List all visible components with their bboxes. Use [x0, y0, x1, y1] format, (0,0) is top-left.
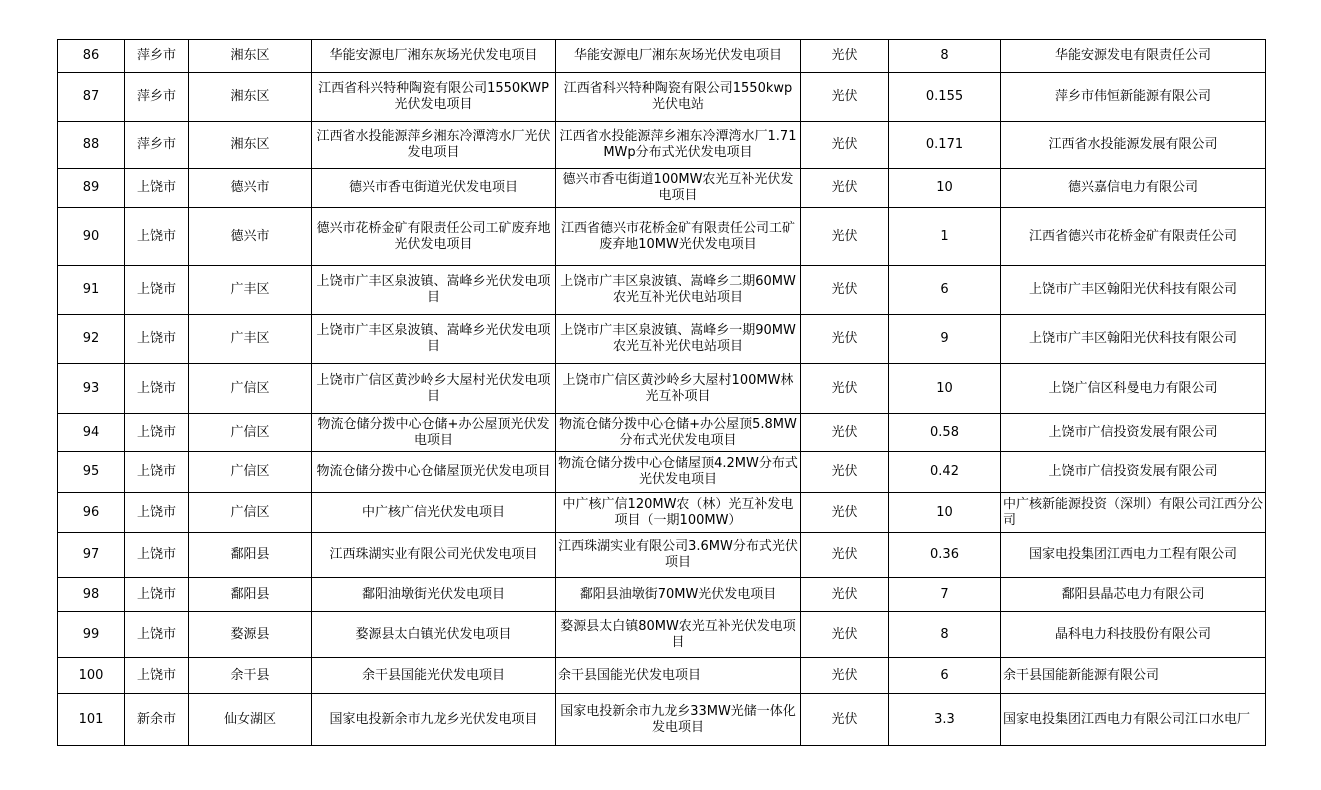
capacity-cell: 7: [889, 578, 1001, 612]
table-row: [58, 40, 1266, 73]
project-name-cell: 上饶市广信区黄沙岭乡大屋村光伏发电项目: [312, 364, 556, 414]
county-cell: 广信区: [189, 452, 312, 493]
project-name-cell: 江西珠湖实业有限公司光伏发电项目: [312, 533, 556, 578]
table-row: [58, 612, 1266, 658]
row-number-cell: 96: [58, 493, 125, 533]
filing-name-cell: 华能安源电厂湘东灰场光伏发电项目: [556, 40, 801, 73]
project-name-cell: 上饶市广丰区泉波镇、嵩峰乡光伏发电项目: [312, 315, 556, 364]
filing-name-cell: 上饶市广丰区泉波镇、嵩峰乡二期60MW农光互补光伏电站项目: [556, 266, 801, 315]
city-cell: 新余市: [125, 694, 189, 746]
capacity-cell: 10: [889, 364, 1001, 414]
table-row: [58, 266, 1266, 315]
filing-name-cell: 中广核广信120MW农（林）光互补发电项目（一期100MW）: [556, 493, 801, 533]
county-cell: 鄱阳县: [189, 578, 312, 612]
table-row: [58, 658, 1266, 694]
company-cell: 德兴嘉信电力有限公司: [1001, 169, 1266, 208]
filing-name-cell: 国家电投新余市九龙乡33MW光储一体化发电项目: [556, 694, 801, 746]
capacity-cell: 9: [889, 315, 1001, 364]
company-cell: 江西省水投能源发展有限公司: [1001, 122, 1266, 169]
capacity-cell: 10: [889, 169, 1001, 208]
county-cell: 广丰区: [189, 315, 312, 364]
project-type-cell: 光伏: [801, 315, 889, 364]
table-row: [58, 578, 1266, 612]
city-cell: 上饶市: [125, 493, 189, 533]
city-cell: 上饶市: [125, 266, 189, 315]
project-type-cell: 光伏: [801, 533, 889, 578]
project-name-cell: 余干县国能光伏发电项目: [312, 658, 556, 694]
project-name-cell: 中广核广信光伏发电项目: [312, 493, 556, 533]
filing-name-cell: 物流仓储分拨中心仓储+办公屋顶5.8MW分布式光伏发电项目: [556, 414, 801, 452]
county-cell: 德兴市: [189, 169, 312, 208]
filing-name-cell: 德兴市香屯街道100MW农光互补光伏发电项目: [556, 169, 801, 208]
company-cell: 萍乡市伟恒新能源有限公司: [1001, 73, 1266, 122]
city-cell: 萍乡市: [125, 73, 189, 122]
table-row: [58, 533, 1266, 578]
capacity-cell: 8: [889, 612, 1001, 658]
project-type-cell: 光伏: [801, 694, 889, 746]
project-type-cell: 光伏: [801, 364, 889, 414]
filing-name-cell: 余干县国能光伏发电项目: [556, 658, 801, 694]
project-name-cell: 物流仓储分拨中心仓储+办公屋顶光伏发电项目: [312, 414, 556, 452]
project-type-cell: 光伏: [801, 612, 889, 658]
company-cell: 中广核新能源投资（深圳）有限公司江西分公司: [1001, 493, 1266, 533]
filing-name-cell: 江西省水投能源萍乡湘东冷潭湾水厂1.71MWp分布式光伏发电项目: [556, 122, 801, 169]
company-cell: 华能安源发电有限责任公司: [1001, 40, 1266, 73]
project-name-cell: 婺源县太白镇光伏发电项目: [312, 612, 556, 658]
row-number-cell: 93: [58, 364, 125, 414]
project-name-cell: 德兴市香屯街道光伏发电项目: [312, 169, 556, 208]
company-cell: 上饶市广丰区翰阳光伏科技有限公司: [1001, 266, 1266, 315]
row-number-cell: 101: [58, 694, 125, 746]
filing-name-cell: 物流仓储分拨中心仓储屋顶4.2MW分布式光伏发电项目: [556, 452, 801, 493]
company-cell: 晶科电力科技股份有限公司: [1001, 612, 1266, 658]
company-cell: 余干县国能新能源有限公司: [1001, 658, 1266, 694]
table-row: [58, 122, 1266, 169]
company-cell: 上饶市广丰区翰阳光伏科技有限公司: [1001, 315, 1266, 364]
project-type-cell: 光伏: [801, 169, 889, 208]
filing-name-cell: 上饶市广丰区泉波镇、嵩峰乡一期90MW农光互补光伏电站项目: [556, 315, 801, 364]
county-cell: 湘东区: [189, 73, 312, 122]
capacity-cell: 3.3: [889, 694, 1001, 746]
capacity-cell: 6: [889, 658, 1001, 694]
capacity-cell: 10: [889, 493, 1001, 533]
county-cell: 湘东区: [189, 122, 312, 169]
city-cell: 上饶市: [125, 414, 189, 452]
project-type-cell: 光伏: [801, 493, 889, 533]
table-row: [58, 452, 1266, 493]
capacity-cell: 6: [889, 266, 1001, 315]
capacity-cell: 0.155: [889, 73, 1001, 122]
project-type-cell: 光伏: [801, 452, 889, 493]
table-row: [58, 208, 1266, 266]
table-row: [58, 169, 1266, 208]
company-cell: 上饶市广信投资发展有限公司: [1001, 452, 1266, 493]
row-number-cell: 88: [58, 122, 125, 169]
county-cell: 广丰区: [189, 266, 312, 315]
project-table: [57, 39, 1266, 746]
filing-name-cell: 江西省德兴市花桥金矿有限责任公司工矿废弃地10MW光伏发电项目: [556, 208, 801, 266]
project-type-cell: 光伏: [801, 578, 889, 612]
city-cell: 萍乡市: [125, 122, 189, 169]
row-number-cell: 95: [58, 452, 125, 493]
project-name-cell: 华能安源电厂湘东灰场光伏发电项目: [312, 40, 556, 73]
county-cell: 广信区: [189, 493, 312, 533]
city-cell: 上饶市: [125, 578, 189, 612]
row-number-cell: 91: [58, 266, 125, 315]
city-cell: 上饶市: [125, 452, 189, 493]
project-type-cell: 光伏: [801, 266, 889, 315]
city-cell: 上饶市: [125, 208, 189, 266]
capacity-cell: 0.171: [889, 122, 1001, 169]
row-number-cell: 94: [58, 414, 125, 452]
filing-name-cell: 婺源县太白镇80MW农光互补光伏发电项目: [556, 612, 801, 658]
company-cell: 江西省德兴市花桥金矿有限责任公司: [1001, 208, 1266, 266]
city-cell: 上饶市: [125, 315, 189, 364]
capacity-cell: 0.36: [889, 533, 1001, 578]
capacity-cell: 1: [889, 208, 1001, 266]
project-name-cell: 国家电投新余市九龙乡光伏发电项目: [312, 694, 556, 746]
row-number-cell: 99: [58, 612, 125, 658]
county-cell: 婺源县: [189, 612, 312, 658]
table-row: [58, 73, 1266, 122]
row-number-cell: 92: [58, 315, 125, 364]
project-name-cell: 江西省水投能源萍乡湘东冷潭湾水厂光伏发电项目: [312, 122, 556, 169]
city-cell: 上饶市: [125, 364, 189, 414]
project-name-cell: 鄱阳油墩街光伏发电项目: [312, 578, 556, 612]
company-cell: 上饶市广信投资发展有限公司: [1001, 414, 1266, 452]
filing-name-cell: 江西珠湖实业有限公司3.6MW分布式光伏项目: [556, 533, 801, 578]
company-cell: 国家电投集团江西电力工程有限公司: [1001, 533, 1266, 578]
project-type-cell: 光伏: [801, 414, 889, 452]
city-cell: 上饶市: [125, 658, 189, 694]
city-cell: 上饶市: [125, 169, 189, 208]
county-cell: 余干县: [189, 658, 312, 694]
row-number-cell: 87: [58, 73, 125, 122]
table-row: [58, 493, 1266, 533]
company-cell: 鄱阳县晶芯电力有限公司: [1001, 578, 1266, 612]
table-row: [58, 315, 1266, 364]
county-cell: 广信区: [189, 414, 312, 452]
row-number-cell: 100: [58, 658, 125, 694]
city-cell: 萍乡市: [125, 40, 189, 73]
table-row: [58, 364, 1266, 414]
project-type-cell: 光伏: [801, 73, 889, 122]
project-name-cell: 上饶市广丰区泉波镇、嵩峰乡光伏发电项目: [312, 266, 556, 315]
filing-name-cell: 江西省科兴特种陶瓷有限公司1550kwp光伏电站: [556, 73, 801, 122]
project-type-cell: 光伏: [801, 208, 889, 266]
row-number-cell: 90: [58, 208, 125, 266]
company-cell: 国家电投集团江西电力有限公司江口水电厂: [1001, 694, 1266, 746]
table-row: [58, 694, 1266, 746]
county-cell: 鄱阳县: [189, 533, 312, 578]
county-cell: 广信区: [189, 364, 312, 414]
row-number-cell: 86: [58, 40, 125, 73]
county-cell: 湘东区: [189, 40, 312, 73]
project-type-cell: 光伏: [801, 122, 889, 169]
capacity-cell: 8: [889, 40, 1001, 73]
capacity-cell: 0.58: [889, 414, 1001, 452]
project-name-cell: 江西省科兴特种陶瓷有限公司1550KWP光伏发电项目: [312, 73, 556, 122]
project-type-cell: 光伏: [801, 40, 889, 73]
city-cell: 上饶市: [125, 533, 189, 578]
row-number-cell: 97: [58, 533, 125, 578]
capacity-cell: 0.42: [889, 452, 1001, 493]
table-row: [58, 414, 1266, 452]
county-cell: 德兴市: [189, 208, 312, 266]
company-cell: 上饶广信区科曼电力有限公司: [1001, 364, 1266, 414]
row-number-cell: 89: [58, 169, 125, 208]
project-name-cell: 物流仓储分拨中心仓储屋顶光伏发电项目: [312, 452, 556, 493]
filing-name-cell: 上饶市广信区黄沙岭乡大屋村100MW林光互补项目: [556, 364, 801, 414]
row-number-cell: 98: [58, 578, 125, 612]
filing-name-cell: 鄱阳县油墩街70MW光伏发电项目: [556, 578, 801, 612]
project-name-cell: 德兴市花桥金矿有限责任公司工矿废弃地光伏发电项目: [312, 208, 556, 266]
project-type-cell: 光伏: [801, 658, 889, 694]
table-body: [58, 40, 1266, 746]
city-cell: 上饶市: [125, 612, 189, 658]
county-cell: 仙女湖区: [189, 694, 312, 746]
